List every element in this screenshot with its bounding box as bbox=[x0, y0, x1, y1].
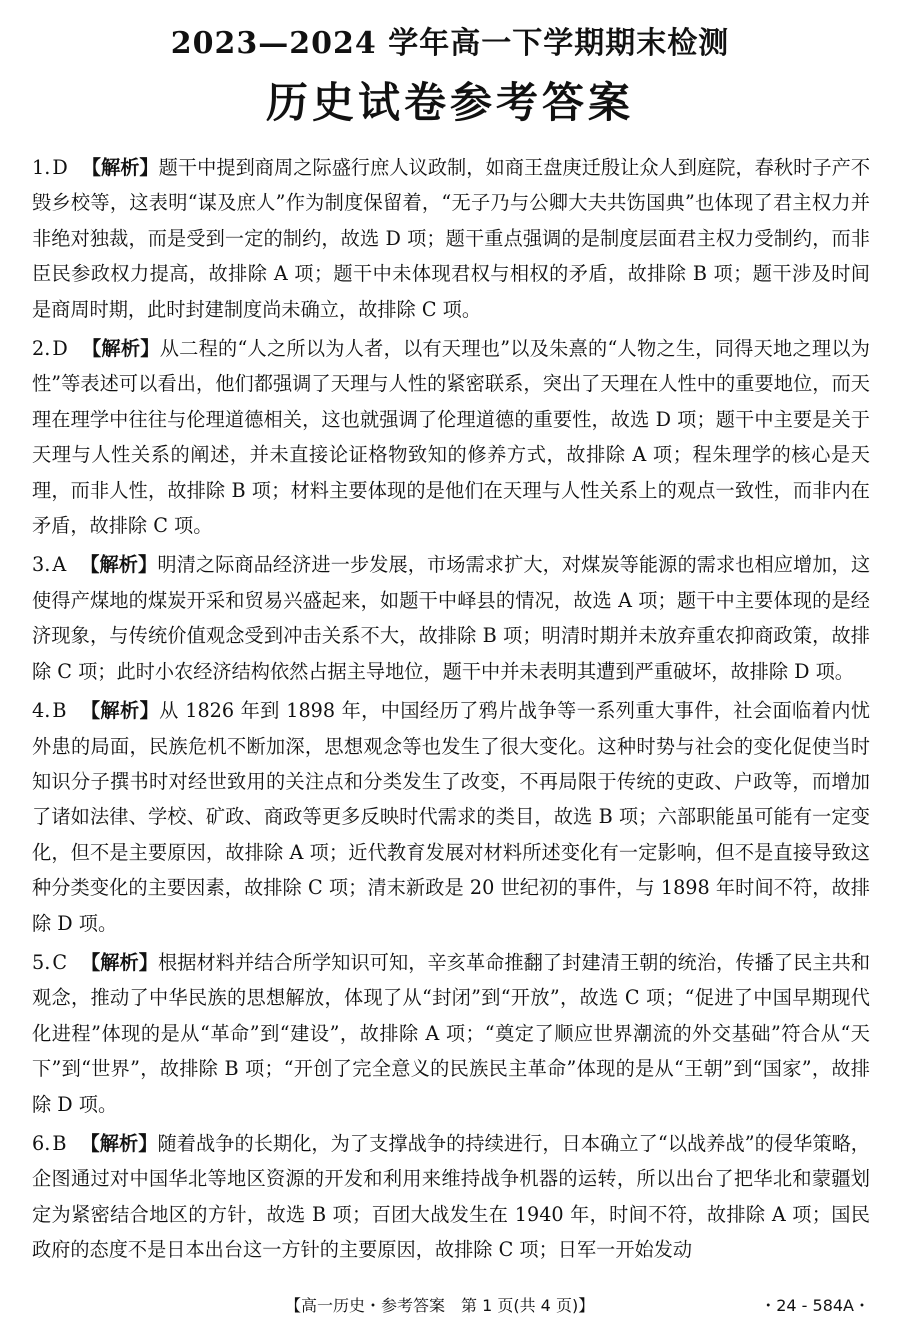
footer-page-info: 【高一历史・参考答案 第 1 页(共 4 页)】 bbox=[285, 1296, 595, 1315]
answer-letter: B bbox=[52, 699, 67, 723]
analysis-tag: 【解析】 bbox=[81, 337, 160, 361]
question-number: 6. bbox=[32, 1131, 51, 1155]
analysis-tag: 【解析】 bbox=[80, 1131, 158, 1155]
answer-item-2 bbox=[32, 331, 870, 543]
answer-letter: B bbox=[52, 1131, 67, 1155]
analysis-tag: 【解析】 bbox=[80, 699, 160, 723]
document-subtitle: 历史试卷参考答案 bbox=[265, 78, 634, 127]
analysis-text: 从 1826 年到 1898 年，中国经历了鸦片战争等一系列重大事件，社会面临着内忧外患的局面，民族危机不断加深，思想观念等也发生了很大变化。这种时势与社会的变化促使当时知识分子撰书时对经世致用的关注点和分类发生了改变，不再局限于传统的吏政、户政等，而增加了诸如法律、学校、矿政、商政等更多反映时代需求的类目，故选 B 项；六部职能虽可能有一定变化，但不是主要原因，故排除 A 项；近代教育发展对材料所述变化有一定影响，但不是直接导致这种分类变化的主要因素，故排除 C 项；清末新政是 20 世纪初的事件，与 1898 年时间不符，故排除 D 项。 bbox=[32, 699, 871, 935]
question-number: 5. bbox=[32, 950, 51, 974]
question-number: 3. bbox=[32, 553, 51, 577]
question-number: 2. bbox=[32, 337, 51, 361]
page-footer bbox=[0, 1293, 900, 1317]
answer-item-1 bbox=[32, 150, 870, 327]
analysis-text: 根据材料并结合所学知识可知，辛亥革命推翻了封建清王朝的统治，传播了民主共和观念，推动了中华民族的思想解放，体现了从“封闭”到“开放”，故选 C 项；“促进了中国早期现代化进程”体现的是从“革命”到“建设”，故排除 A 项；“奠定了顺应世界潮流的外交基础”符合从“天下”到“世界”，故排除 B 项；“开创了完全意义的民族民主革命”体现的是从“王朝”到“国家”，故排除 D 项。 bbox=[32, 950, 871, 1116]
answer-letter: C bbox=[52, 950, 67, 974]
analysis-text: 随着战争的长期化，为了支撑战争的持续进行，日本确立了“以战养战”的侵华策略，企图通过对中国华北等地区资源的开发和利用来维持战争机器的运转，所以出台了把华北和蒙疆划定为紧密结合地区的方针，故选 B 项；百团大战发生在 1940 年，时间不符，故排除 A 项；国民政府的态度不是日本出台这一方针的主要原因，故排除 C 项；日军一开始发动 bbox=[32, 1131, 870, 1262]
question-number: 4. bbox=[32, 699, 51, 723]
question-number: 1. bbox=[32, 156, 51, 179]
analysis-tag: 【解析】 bbox=[80, 553, 158, 577]
answer-list bbox=[32, 150, 870, 1272]
analysis-tag: 【解析】 bbox=[81, 156, 159, 179]
answer-item-4 bbox=[32, 693, 870, 941]
document-title: 2023—2024 学年高一下学期期末检测 bbox=[170, 26, 730, 61]
answer-item-5 bbox=[32, 945, 870, 1122]
answer-item-6 bbox=[32, 1126, 870, 1268]
answer-letter: D bbox=[52, 337, 68, 361]
footer-code: ・24 - 584A・ bbox=[760, 1296, 870, 1315]
analysis-text: 题干中提到商周之际盛行庶人议政制，如商王盘庚迁殷让众人到庭院，春秋时子产不毁乡校等，这表明“谋及庶人”作为制度保留着，“无子乃与公卿大夫共饬国典”也体现了君主权力并非绝对独裁，而是受到一定的制约，故选 D 项；题干重点强调的是制度层面君主权力受制约，而非臣民参政权力提高，故排除 A 项；题干中未体现君权与相权的矛盾，故排除 B 项；题干涉及时间是商周时期，此时封建制度尚未确立，故排除 C 项。 bbox=[32, 156, 871, 321]
answer-letter: A bbox=[52, 553, 67, 577]
answer-item-3 bbox=[32, 547, 870, 689]
answer-letter: D bbox=[52, 156, 68, 179]
analysis-text: 从二程的“人之所以为人者，以有天理也”以及朱熹的“人物之生，同得天地之理以为性”等表述可以看出，他们都强调了天理与人性的紧密联系，突出了天理在人性中的重要地位，而天理在理学中往往与伦理道德相关，这也就强调了伦理道德的重要性，故选 D 项；题干中主要是关于天理与人性关系的阐述，并未直接论证格物致知的修养方式，故排除 A 项；程朱理学的核心是天理，而非人性，故排除 B 项；材料主要体现的是他们在天理与人性关系上的观点一致性，而非内在矛盾，故排除 C 项。 bbox=[32, 337, 870, 538]
analysis-text: 明清之际商品经济进一步发展，市场需求扩大，对煤炭等能源的需求也相应增加，这使得产煤地的煤炭开采和贸易兴盛起来，如题干中峄县的情况，故选 A 项；题干中主要体现的是经济现象，与传统价值观念受到冲击关系不大，故排除 B 项；明清时期并未放弃重农抑商政策，故排除 C 项；此时小农经济结构依然占据主导地位，题干中并未表明其遭到严重破坏，故排除 D 项。 bbox=[32, 553, 871, 683]
analysis-tag: 【解析】 bbox=[81, 950, 159, 974]
